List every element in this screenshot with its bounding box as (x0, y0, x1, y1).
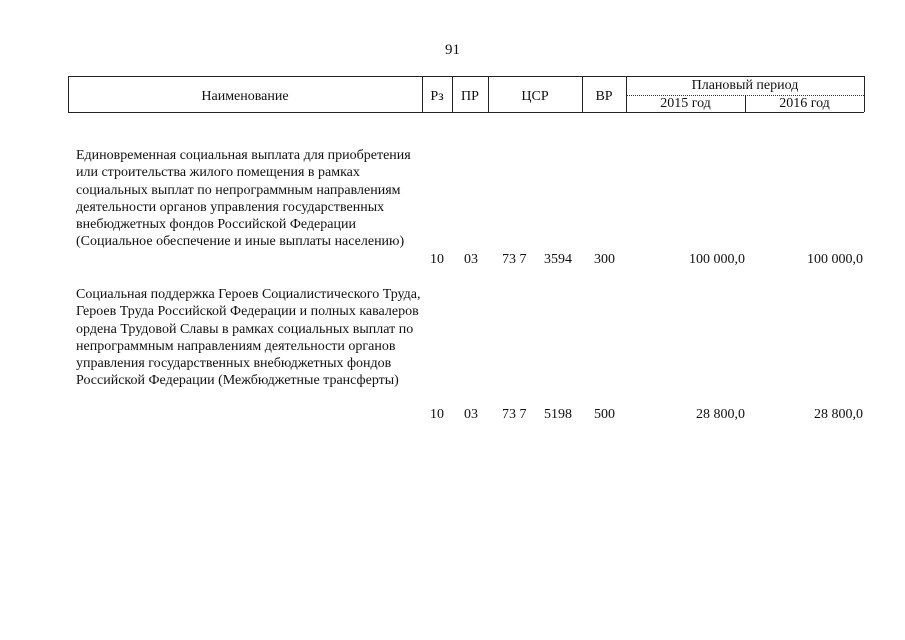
row-csr-prefix: 73 7 (502, 407, 527, 422)
row-rz: 10 (430, 252, 444, 267)
row-amount-2015: 100 000,0 (689, 252, 745, 267)
page-number: 91 (445, 42, 460, 58)
row-csr-code: 3594 (544, 252, 572, 267)
header-year-2016: 2016 год (779, 96, 830, 111)
row-amount-2015: 28 800,0 (696, 407, 745, 422)
row-amount-2016: 100 000,0 (807, 252, 863, 267)
header-planned-period: Плановый период (691, 78, 799, 93)
header-vr: ВР (595, 89, 613, 104)
header-rz: Рз (430, 89, 444, 104)
header-pr: ПР (461, 89, 479, 104)
row-name: Социальная поддержка Героев Социалистического Труда, Героев Труда Российской Федерации и полных кавалеров ордена Трудовой Славы в рамках социальных выплат по непрограммным направлениям деятельности органов управления государственных внебюджетных фондов Российской Федерации (Межбюджетные трансферты) (76, 287, 421, 389)
row-pr: 03 (464, 252, 478, 267)
row-name: Единовременная социальная выплата для приобретения или строительства жилого помещения в рамках социальных выплат по непрограммным направлениям деятельности органов управления государственных внебюджетных фондов Российской Федерации (Социальное обеспечение и иные выплаты населению) (76, 148, 411, 250)
header-year-2015: 2015 год (660, 96, 711, 111)
header-border-right (864, 76, 865, 112)
row-vr: 300 (594, 252, 615, 267)
row-amount-2016: 28 800,0 (814, 407, 863, 422)
header-top-border (68, 76, 864, 77)
row-csr-code: 5198 (544, 407, 572, 422)
row-csr-prefix: 73 7 (502, 252, 527, 267)
row-pr: 03 (464, 407, 478, 422)
row-vr: 500 (594, 407, 615, 422)
header-csr: ЦСР (521, 89, 549, 104)
header-name: Наименование (201, 89, 289, 104)
header-bottom-border (68, 112, 864, 113)
row-rz: 10 (430, 407, 444, 422)
